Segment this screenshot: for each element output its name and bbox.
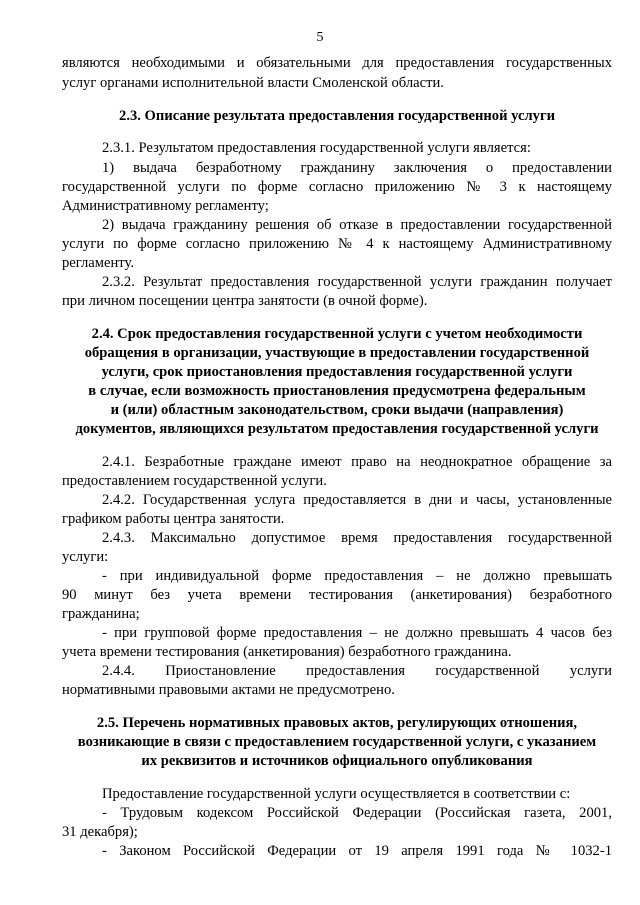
- text-line: 2.4.3. Максимально допустимое время предоставления государственной: [102, 530, 612, 546]
- text-line: гражданина;: [62, 606, 140, 622]
- text-line: графиком работы центра занятости.: [62, 511, 285, 527]
- text-line: 2.4.4. Приостановление предоставления государственной услуги: [102, 663, 612, 679]
- text-line: нормативными правовыми актами не предусмотрено.: [62, 682, 395, 698]
- section-heading: документов, являющихся результатом предоставления государственной услуги: [75, 421, 599, 437]
- text-line: - Законом Российской Федерации от 19 апреля 1991 года № 1032-1: [102, 843, 612, 859]
- text-line: государственной услуги по форме согласно приложению № 3 к настоящему: [62, 179, 612, 195]
- text-line: 2) выдача гражданину решения об отказе в предоставлении государственной: [102, 217, 612, 233]
- text-line: 2.4.1. Безработные граждане имеют право на неоднократное обращение за: [102, 454, 612, 470]
- text-line: - при групповой форме предоставления – не должно превышать 4 часов без: [102, 625, 612, 641]
- section-heading: обращения в организации, участвующие в предоставлении государственной: [84, 345, 590, 361]
- text-line: 1) выдача безработному гражданину заключения о предоставлении: [102, 160, 612, 176]
- text-line: являются необходимыми и обязательными для предоставления государственных: [62, 55, 612, 71]
- text-line: услуги по форме согласно приложению № 4 к настоящему Административному: [62, 236, 612, 252]
- text-line: 31 декабря);: [62, 824, 138, 840]
- text-line: 2.3.1. Результатом предоставления государственной услуги является:: [102, 140, 531, 156]
- text-line: Предоставление государственной услуги осуществляется в соответствии с:: [102, 786, 571, 802]
- section-heading: 2.3. Описание результата предоставления государственной услуги: [119, 108, 555, 124]
- section-heading: возникающие в связи с предоставлением государственной услуги, с указанием: [77, 734, 597, 750]
- text-line: учета времени тестирования (анкетирования) безработного гражданина.: [62, 644, 512, 660]
- text-line: 2.3.2. Результат предоставления государственной услуги гражданин получает: [102, 274, 612, 290]
- text-line: - Трудовым кодексом Российской Федерации (Российская газета, 2001,: [102, 805, 612, 821]
- section-heading: 2.4. Срок предоставления государственной услуги с учетом необходимости: [91, 326, 583, 342]
- text-line: услуг органами исполнительной власти Смоленской области.: [62, 75, 444, 91]
- section-heading: их реквизитов и источников официального опубликования: [141, 753, 533, 769]
- section-heading: и (или) областным законодательством, сроки выдачи (направления): [110, 402, 564, 418]
- text-line: 2.4.2. Государственная услуга предоставляется в дни и часы, установленные: [102, 492, 612, 508]
- text-line: 90 минут без учета времени тестирования (анкетирования) безработного: [62, 587, 612, 603]
- text-line: предоставлением государственной услуги.: [62, 473, 327, 489]
- section-heading: в случае, если возможность приостановления предусмотрена федеральным: [88, 383, 586, 399]
- text-line: при личном посещении центра занятости (в очной форме).: [62, 293, 428, 309]
- text-line: Административному регламенту;: [62, 198, 269, 214]
- text-line: регламенту.: [62, 255, 134, 271]
- text-line: услуги:: [62, 549, 109, 565]
- section-heading: 2.5. Перечень нормативных правовых актов, регулирующих отношения,: [96, 715, 578, 731]
- text-line: - при индивидуальной форме предоставления – не должно превышать: [102, 568, 612, 584]
- section-heading: услуги, срок приостановления предоставления государственной услуги: [101, 364, 573, 380]
- page-number: 5: [316, 30, 324, 45]
